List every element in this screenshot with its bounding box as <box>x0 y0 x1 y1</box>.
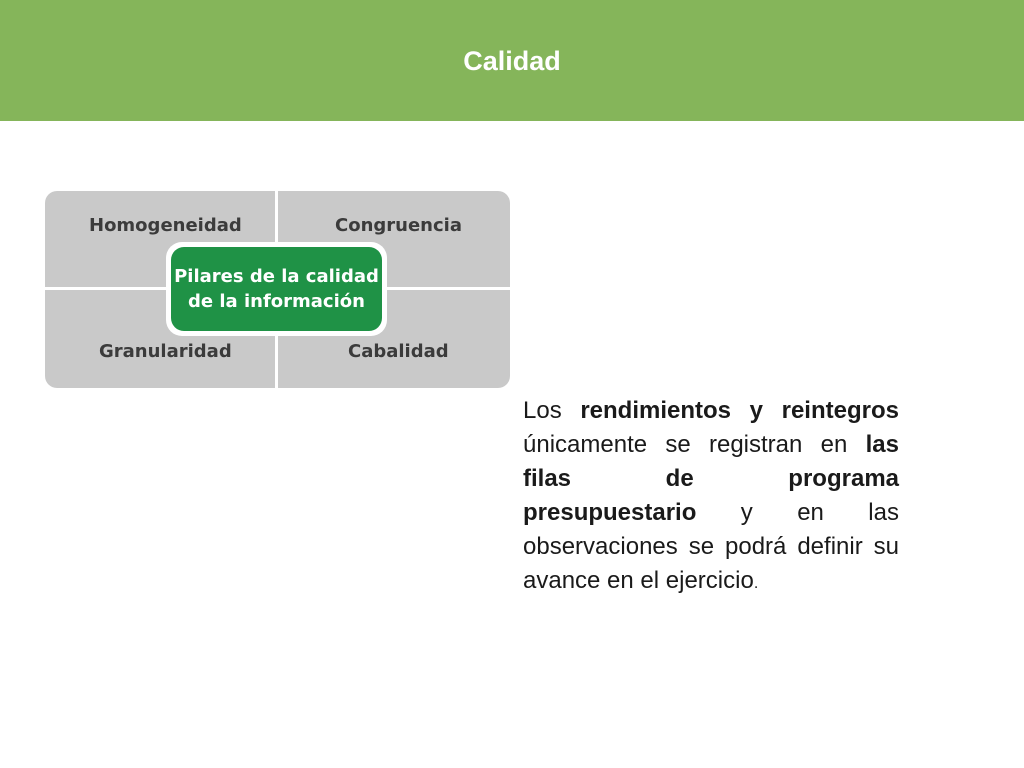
body-text-2: únicamente se registran en <box>523 431 866 458</box>
pillar-granularidad-label: Granularidad <box>99 341 232 362</box>
body-bold-2: las filas de programa presupuestario <box>523 431 899 526</box>
slide-title: Calidad <box>463 46 561 76</box>
body-text-1: Los <box>523 397 581 424</box>
body-bold-1: rendimientos y reintegros <box>580 397 899 424</box>
pillars-center-line-1: Pilares de la calidad <box>174 266 379 287</box>
body-paragraph <box>523 394 899 601</box>
body-text-3: y en las observaciones se podrá definir su avance en el ejercicio <box>523 499 899 594</box>
pillar-congruencia-label: Congruencia <box>335 215 462 236</box>
pillars-center-label <box>171 247 382 331</box>
quality-pillars-diagram <box>45 191 510 388</box>
pillars-center-box <box>166 242 387 336</box>
body-period: . <box>753 575 759 592</box>
pillars-center-line-2: de la información <box>188 291 365 312</box>
pillar-homogeneidad-label: Homogeneidad <box>89 215 242 236</box>
pillar-cabalidad-label: Cabalidad <box>348 341 449 362</box>
